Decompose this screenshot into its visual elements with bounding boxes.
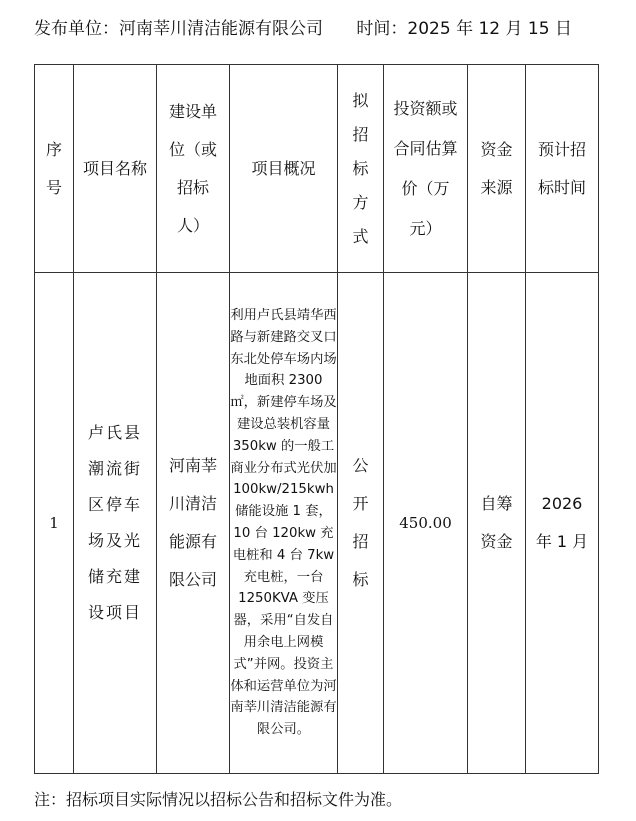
row-seq: 1 [35,273,74,774]
publisher-label: 发布单位： [34,19,119,39]
table-header-row [35,65,599,273]
publish-date: 2025 年 12 月 15 日 [407,19,572,39]
publisher-name: 河南莘川清洁能源有限公司 [119,19,323,39]
footnote: 注：招标项目实际情况以招标公告和招标文件为准。 [34,790,403,809]
document-header [34,14,572,39]
header-overview: 项目概况 [230,65,338,273]
header-amount: 投资额或合同估算价（万元） [384,65,468,273]
header-unit: 建设单位（或招标人） [157,65,230,273]
time-label: 时间： [356,19,408,39]
header-name: 项目名称 [74,65,157,273]
row-funding: 自筹资金 [468,273,526,774]
header-funding: 资金来源 [468,65,526,273]
header-method: 拟招标方式 [338,65,384,273]
table-row [35,273,599,774]
header-time: 预计招标时间 [526,65,599,273]
row-overview: 利用卢氏县靖华西路与新建路交叉口东北处停车场内场地面积 2300 ㎡，新建停车场及建设总装机容量 350kw 的一般工商业分布式光伏加 100kw/215kwh 储能设施 1 套，10 台 120kw 充电桩和 4 台 7kw 充电桩，一台 1250KVA 变压器，采用“自发自用余电上网模式”并网。投资主体和运营单位为河南莘川清洁能源有限公司。 [230,273,338,774]
row-bid-method: 公开招标 [338,273,384,774]
row-amount: 450.00 [384,273,468,774]
row-time: 2026 年 1 月 [526,273,599,774]
row-construction-unit: 河南莘川清洁能源有限公司 [157,273,230,774]
row-project-name: 卢氏县潮流街区停车场及光储充建设项目 [74,273,157,774]
project-table [34,64,599,774]
header-seq: 序号 [35,65,74,273]
